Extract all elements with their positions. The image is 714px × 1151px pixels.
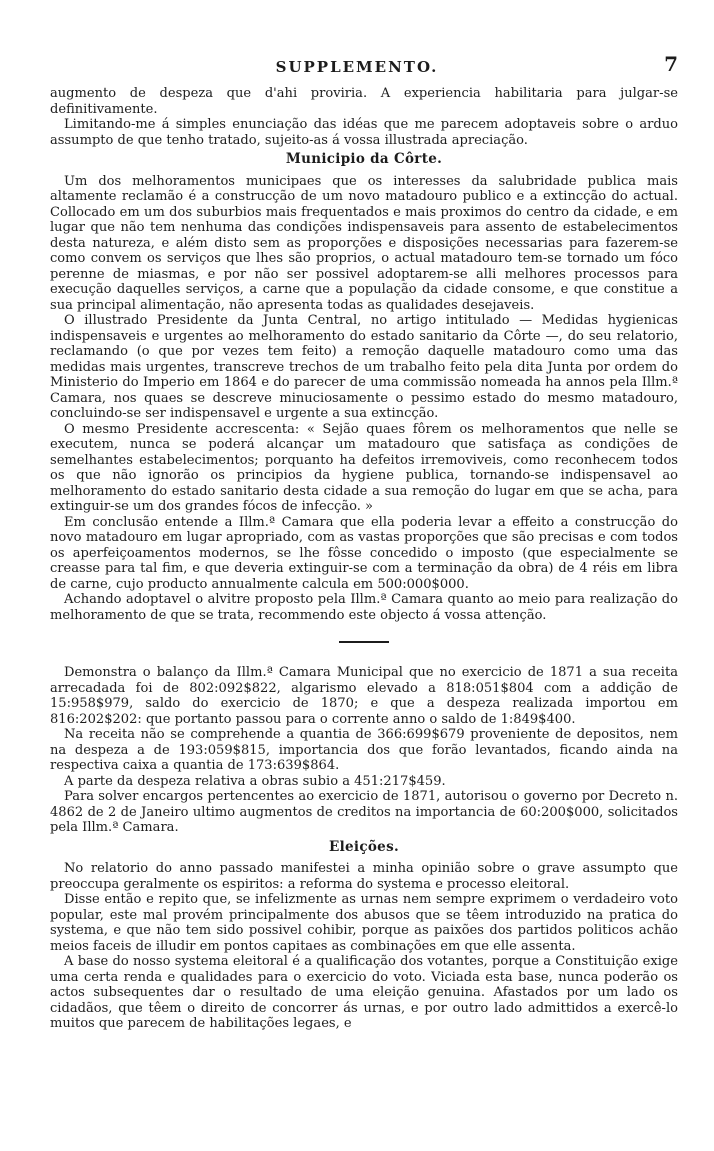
section-heading-municipio: Municipio da Côrte. [285, 151, 443, 167]
paragraph: Achando adoptavel o alvitre proposto pela Illm.ª Camara quanto ao meio para realização do melhoramento de que se trata, recommendo este objecto á vossa attenção. [50, 592, 678, 623]
paragraph: Demonstra o balanço da Illm.ª Camara Municipal que no exercicio de 1871 a sua receita arrecadada foi de 802:092$822, algarismo elevado a 818:051$804 com a addição de 15:958$979, saldo do exercicio de 1870; e que a despeza realizada importou em 816:202$202: que portanto passou para o corrente anno o saldo de 1:849$400. [50, 665, 678, 727]
section-divider [339, 641, 389, 643]
paragraph: A parte da despeza relativa a obras subio a 451:217$459. [64, 773, 446, 789]
page-number: 7 [664, 52, 678, 76]
paragraph: O illustrado Presidente da Junta Central, no artigo intitulado — Medidas hygienicas indispensaveis e urgentes ao melhoramento do estado sanitario da Côrte —, do seu relatorio, reclamando (o que por vezes tem feito) a remoção daquelle matadouro como uma das medidas mais urgentes, transcreve trechos de um trabalho feito pela dita Junta por ordem do Ministerio do Imperio em 1864 e do parecer de uma commissão nomeada ha annos pela Illm.ª Camara, nos quaes se descreve minuciosamente o pessimo estado do mesmo matadouro, concluindo-se ser indispensavel e urgente a sua extincção. [50, 313, 678, 421]
paragraph: O mesmo Presidente accrescenta: « Sejão quaes fôrem os melhoramentos que nelle se executem, nunca se poderá alcançar um matadouro que satisfaça as condições de semelhantes estabelecimentos; porquanto ha defeitos irremoviveis, como reconhecem todos os que não ignorão os principios da hygiene publica, tornando-se indispensavel ao melhoramento do estado sanitario desta cidade a sua remoção do lugar em que se acha, para extinguir-se um dos grandes fócos de infecção. » [50, 421, 678, 514]
paragraph: Disse então e repito que, se infelizmente as urnas nem sempre exprimem o verdadeiro voto popular, este mal provém principalmente dos abusos que se têem introduzido na pratica do systema, e que não tem sido possivel cohibir, porque as paixões dos partidos politicos achão meios faceis de illudir em pontos capitaes as combinações em que elle assenta. [50, 892, 678, 954]
paragraph: augmento de despeza que d'ahi proviria. A experiencia habilitaria para julgar-se definitivamente. [50, 86, 678, 117]
paragraph: Um dos melhoramentos municipaes que os interesses da salubridade publica mais altamente reclamão é a construcção de um novo matadouro publico e a extincção do actual. Collocado em um dos suburbios mais frequentados e mais proximos do centro da cidade, e em lugar que não tem nenhuma das condições indispensaveis para assento de estabelecimentos desta natureza, e além disto sem as proporções e disposições necessarias para fazerem-se como convem os serviços que lhes são proprios, o actual matadouro tem-se tornado um fóco perenne de miasmas, e por não ser possivel adoptarem-se alli melhores processos para execução daquelles serviços, a carne que a população da cidade consome, e que constitue a sua principal alimentação, não apresenta todas as qualidades desejaveis. [50, 173, 678, 313]
paragraph: Em conclusão entende a Illm.ª Camara que ella poderia levar a effeito a construcção do novo matadouro em lugar apropriado, com as vastas proporções que são precisas e com todos os aperfeiçoamentos modernos, se lhe fôsse concedido o imposto (que especialmente se creasse para tal fim, e que deveria extinguir-se com a terminação da obra) de 4 réis em libra de carne, cujo producto annualmente calcula em 500:000$000. [50, 514, 678, 592]
page-content [50, 86, 678, 1032]
paragraph: Na receita não se comprehende a quantia de 366:699$679 proveniente de depositos, nem na despeza a de 193:059$815, importancia dos que forão levantados, ficando ainda na respectiva caixa a quantia de 173:639$864. [50, 727, 678, 773]
paragraph: Para solver encargos pertencentes ao exercicio de 1871, autorisou o governo por Decreto n. 4862 de 2 de Janeiro ultimo augmentos de creditos na importancia de 60:200$000, solicitados pela Illm.ª Camara. [50, 789, 678, 835]
paragraph: A base do nosso systema eleitoral é a qualificação dos votantes, porque a Constituição exige uma certa renda e qualidades para o exercicio do voto. Viciada esta base, nunca poderão os actos subsequentes dar o resultado de uma eleição genuina. Afastados por um lado os cidadãos, que têem o direito de concorrer ás urnas, e por outro lado admittidos a exercê-lo muitos que parecem de habilitações legaes, e [50, 954, 678, 1031]
running-head [0, 50, 714, 80]
section-heading-eleicoes: Eleições. [329, 838, 399, 855]
paragraph: Limitando-me á simples enunciação das idéas que me parecem adoptaveis sobre o arduo assumpto de que tenho tratado, sujeito-as á vossa illustrada apreciação. [50, 117, 678, 148]
running-title: SUPPLEMENTO. [275, 58, 439, 76]
paragraph: No relatorio do anno passado manifestei a minha opinião sobre o grave assumpto que preoccupa geralmente os espiritos: a reforma do systema e processo eleitoral. [50, 861, 678, 892]
